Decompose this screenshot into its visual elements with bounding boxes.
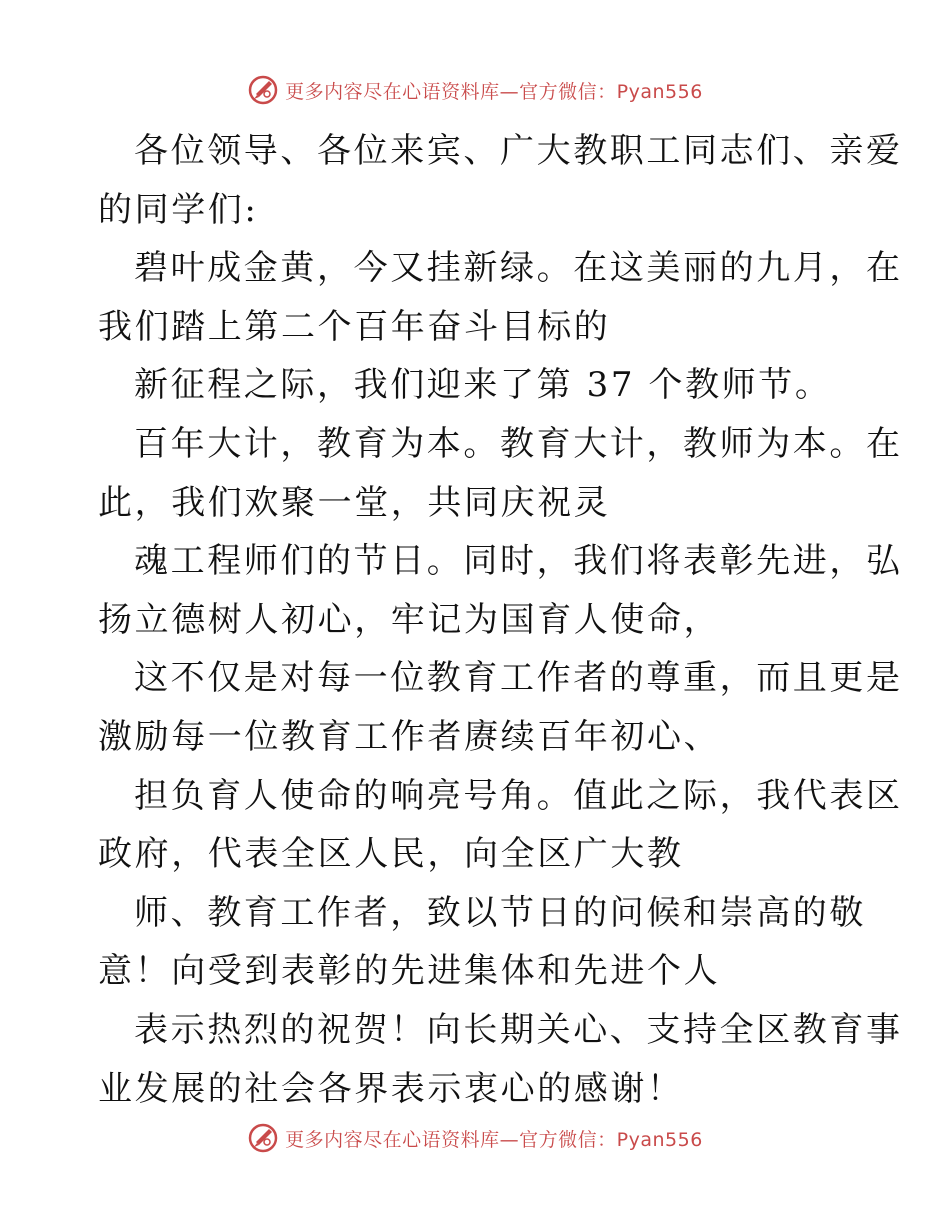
text-line: 碧叶成金黄，今又挂新绿。在这美丽的九月，在 — [134, 248, 903, 289]
header-banner-content — [247, 74, 703, 106]
text-line: 扬立德树人初心，牢记为国育人使命， — [98, 599, 721, 640]
text-line: 表示热烈的祝贺！向长期关心、支持全区教育事 — [134, 1009, 903, 1050]
text-line: 业发展的社会各界表示衷心的感谢！ — [98, 1068, 684, 1109]
document-body — [98, 122, 903, 1118]
logo-icon — [247, 1122, 279, 1154]
header-banner — [0, 70, 950, 110]
text-line: 百年大计，教育为本。教育大计，教师为本。在 — [134, 423, 903, 464]
text-line: 师、教育工作者，致以节日的问候和崇高的敬 — [134, 892, 866, 933]
header-banner-text: 更多内容尽在心语资料库—官方微信：Pyan556 — [285, 80, 703, 103]
text-line: 政府，代表全区人民，向全区广大教 — [98, 834, 684, 875]
text-line: 担负育人使命的响亮号角。值此之际，我代表区 — [134, 775, 903, 816]
text-line: 意！向受到表彰的先进集体和先进个人 — [98, 951, 721, 992]
text-line: 各位领导、各位来宾、广大教职工同志们、亲爱 — [134, 131, 903, 171]
footer-banner — [0, 1118, 950, 1158]
text-line: 的同学们: — [98, 189, 259, 230]
text-line: 激励每一位教育工作者赓续百年初心、 — [98, 716, 721, 757]
text-line: 新征程之际，我们迎来了第 37 个教师节。 — [134, 365, 832, 406]
text-line: 此，我们欢聚一堂，共同庆祝灵 — [98, 482, 611, 523]
logo-icon — [247, 74, 279, 106]
text-line: 我们踏上第二个百年奋斗目标的 — [98, 306, 611, 347]
text-line: 魂工程师们的节日。同时，我们将表彰先进，弘 — [134, 541, 903, 582]
footer-banner-content — [247, 1122, 703, 1154]
text-line: 这不仅是对每一位教育工作者的尊重，而且更是 — [134, 658, 903, 699]
footer-banner-text: 更多内容尽在心语资料库—官方微信：Pyan556 — [285, 1128, 703, 1151]
